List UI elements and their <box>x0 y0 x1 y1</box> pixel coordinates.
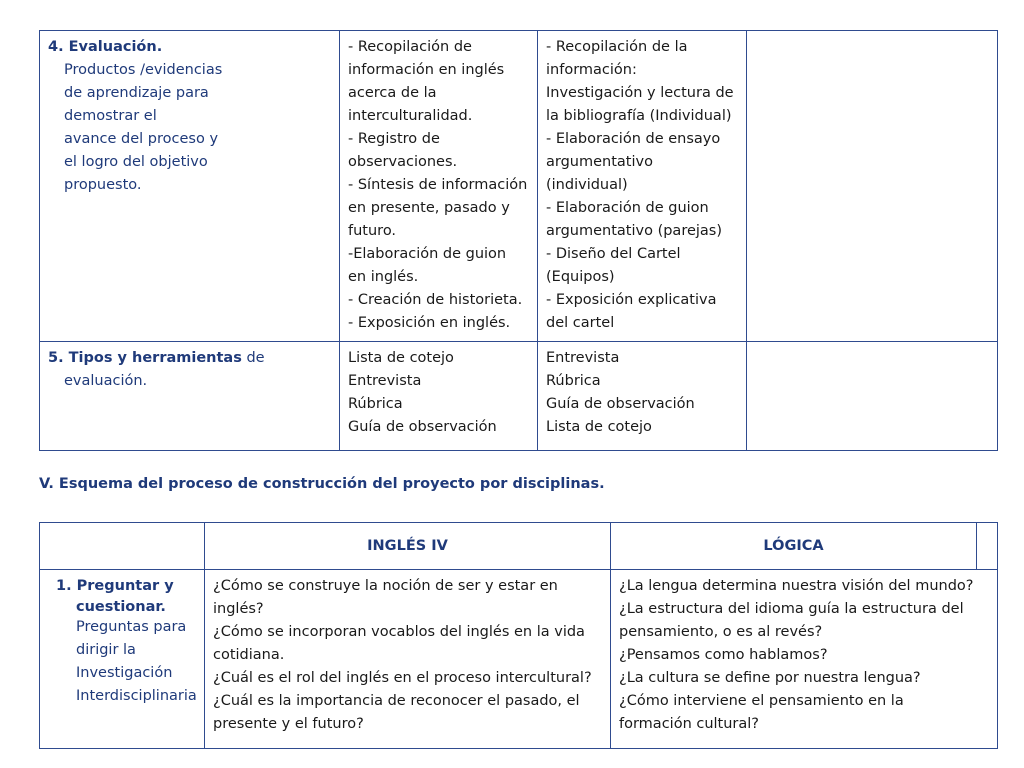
row-label-title: 4. Evaluación. <box>48 39 163 55</box>
empty-cell <box>747 342 998 451</box>
table-row <box>40 342 998 451</box>
evaluation-table <box>39 30 998 451</box>
ingles-questions-cell: ¿Cómo se construye la noción de ser y estar en inglés? ¿Cómo se incorporan vocablos del inglés en la vida cotidiana. ¿Cuál es el rol del inglés en el proceso intercultural? ¿Cuál es la importancia de reconocer el pasado, el presente y el futuro? <box>205 570 611 749</box>
table-row <box>40 31 998 342</box>
empty-header-cell <box>977 523 998 570</box>
empty-header-cell <box>40 523 205 570</box>
section-title: V. Esquema del proceso de construcción del proyecto por disciplinas. <box>39 476 605 492</box>
project-scheme-table <box>39 522 998 749</box>
row-label-title: 1. Preguntar y <box>56 578 174 594</box>
column-header-ingles: INGLÉS IV <box>205 523 611 570</box>
ingles-tools-cell: Lista de cotejo Entrevista Rúbrica Guía de observación <box>340 342 538 451</box>
row-label-description: Productos /evidencias de aprendizaje para demostrar el avance del proceso y el logro del objetivo propuesto. <box>64 62 223 193</box>
empty-cell <box>747 31 998 342</box>
row-label-description: evaluación. <box>64 373 148 389</box>
row-label-cell <box>40 31 340 342</box>
column-header-logica: LÓGICA <box>611 523 977 570</box>
logica-questions-cell: ¿La lengua determina nuestra visión del mundo? ¿La estructura del idioma guía la estructura del pensamiento, o es al revés? ¿Pensamos como hablamos? ¿La cultura se define por nuestra lengua? ¿Cómo interviene el pensamiento en la formación cultural? <box>611 570 998 749</box>
table-row <box>40 570 998 749</box>
row-label-title: cuestionar. <box>76 599 166 615</box>
row-label-cell: 1. Preguntar y cuestionar. Preguntas para dirigir la Investigación Interdisciplinaria <box>40 570 205 749</box>
table-header-row <box>40 523 998 570</box>
logica-evaluation-cell: - Recopilación de la información: Investigación y lectura de la bibliografía (Individual) - Elaboración de ensayo argumentativo (individual) - Elaboración de guion argumentativo (parejas) - Diseño del Cartel (Equipos) - Exposición explicativa del cartel <box>538 31 747 342</box>
ingles-evaluation-cell: - Recopilación de información en inglés acerca de la interculturalidad. - Registro de observaciones. - Síntesis de información en presente, pasado y futuro. -Elaboración de guion en inglés. - Creación de historieta. - Exposición en inglés. <box>340 31 538 342</box>
row-label-title: 5. Tipos y herramientas de <box>48 350 265 366</box>
row-label-cell <box>40 342 340 451</box>
logica-tools-cell: Entrevista Rúbrica Guía de observación Lista de cotejo <box>538 342 747 451</box>
